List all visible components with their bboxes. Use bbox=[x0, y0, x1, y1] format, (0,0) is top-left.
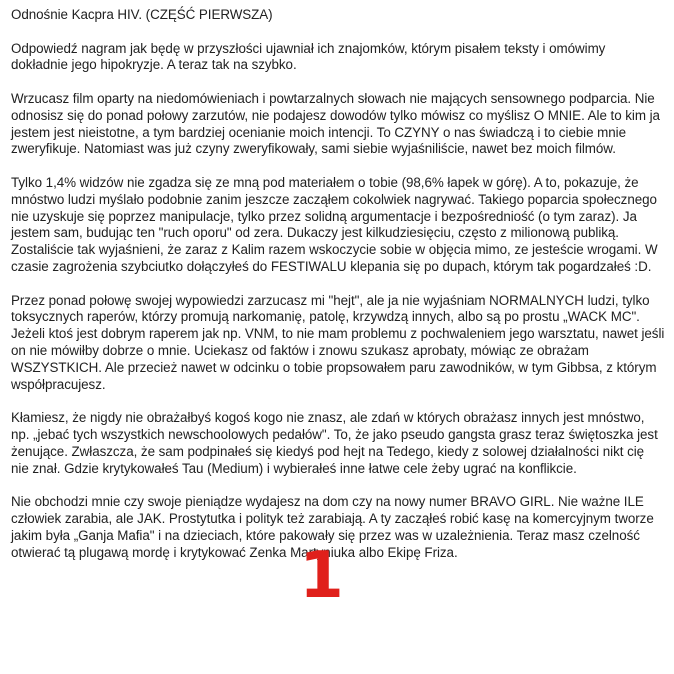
paragraph-4: Przez ponad połowę swojej wypowiedzi zarzucasz mi "hejt", ale ja nie wyjaśniam NORMALNYCH ludzi, tylko toksycznych raperów, którzy promują narkomanię, patolę, krzywdzą innych, albo są po prostu „WACK MC". Jeżeli ktoś jest dobrym raperem jak np. VNM, to nie mam problemu z pochwaleniem jego warsztatu, nawet jeśli on nie mówiłby dobrze o mnie. Uciekasz od faktów i znowu szukasz aprobaty, mówiąc ze obrażam WSZYSTKICH. Ale przecież nawet w odcinku o tobie propsowałem paru zawodników, w tym Gibbsa, z którym współpracujesz. bbox=[11, 292, 665, 392]
paragraph-3: Tylko 1,4% widzów nie zgadza się ze mną pod materiałem o tobie (98,6% łapek w górę). A to, pokazuje, że mnóstwo ludzi myślało podobnie zanim jeszcze zacząłem cokolwiek nagrywać. Takiego poparcia społecznego nie uzyskuje się poprzez manipulacje, tylko przez solidną argumentacje i bezpośredniość (o tym zaraz). Ja jestem sam, budując ten "ruch oporu" od zera. Dukaczy jest kilkudziesięciu, często z milionową publiką. Zostaliście tak wyjaśnieni, że zaraz z Kalim razem wskoczycie sobie w objęcia mimo, ze jesteście wrogami. W czasie zagrożenia szybciutko dołączyłeś do FESTIWALU klepania się po dupach, którym tak pogardzałeś :D. bbox=[11, 174, 658, 274]
paragraph-5: Kłamiesz, że nigdy nie obrażałbyś kogoś kogo nie znasz, ale zdań w których obrażasz innych jest mnóstwo, np. „jebać tych wszystkich newschoolowych pedałów". To, że jako pseudo gangsta grasz teraz świętoszka jest żenujące. Zwłaszcza, że sam podpinałeś się kiedyś pod hejt na Tedego, kiedy z solowej działalności nikt cię nie znał. Gdzie krytykowałeś Tau (Medium) i wybierałeś inne łatwe cele żeby ugrać na konflikcie. bbox=[11, 410, 658, 476]
paragraph-2: Wrzucasz film oparty na niedomówieniach i powtarzalnych słowach nie mających sensownego podparcia. Nie odnosisz się do ponad połowy zarzutów, nie podajesz dowodów tylko mówisz co myślisz O MNIE. Ale to kim ja jestem jest nieistotne, a tym bardziej ocenianie moich intencji. To CZYNY o nas świadczą i to ciebie mnie zweryfikuje. Natomiast was już czyny zweryfikowały, sami siebie wyjaśniliście, nawet bez moich filmów. bbox=[11, 90, 660, 157]
document-title: Odnośnie Kacpra HIV. (CZĘŚĆ PIERWSZA) bbox=[11, 7, 273, 22]
document-body bbox=[11, 7, 665, 578]
page-number: 1 bbox=[299, 539, 344, 613]
paragraph-1: Odpowiedź nagram jak będę w przyszłości ujawniał ich znajomków, którym pisałem teksty i omówimy dokładnie jego hipokryzje. A teraz tak na szybko. bbox=[11, 40, 606, 73]
paragraph-6: Nie obchodzi mnie czy swoje pieniądze wydajesz na dom czy na nowy numer BRAVO GIRL. Nie ważne ILE człowiek zarabia, ale JAK. Prostytutka i polityk też zarabiają. A ty zacząłeś robić kasę na komercyjnym tworze jakim była „Ganja Mafia" i na dzieciach, które pakowały się przez was w uzależnienia. Teraz masz czelność otwierać tą plugawą mordę i krytykować Zenka Martyniuka albo Ekipę Friza. bbox=[11, 494, 654, 560]
